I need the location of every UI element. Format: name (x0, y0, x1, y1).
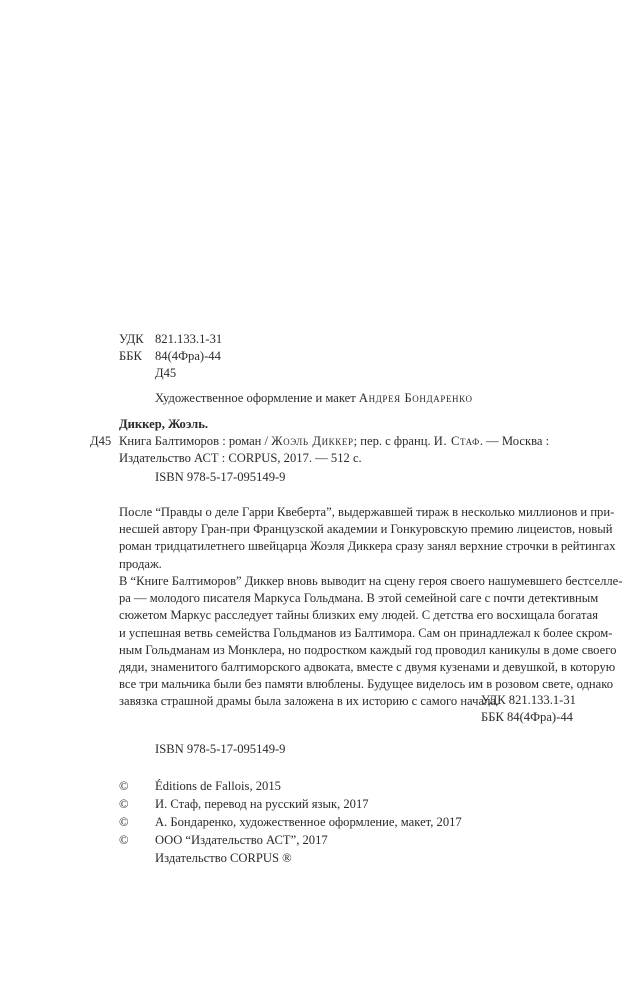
translator-name: И. Стаф (433, 434, 480, 448)
copyright-line (119, 850, 292, 867)
translation-note: ; пер. с франц. (353, 434, 434, 448)
design-credit (155, 390, 473, 407)
record-line-2: Издательство АСТ : CORPUS, 2017. — 512 с. (119, 451, 362, 465)
bbk-right: ББК 84(4Фра)-44 (481, 710, 573, 724)
copyright-text: Éditions de Fallois, 2015 (155, 779, 281, 793)
copyright-text: А. Бондаренко, художественное оформление, макет, 2017 (155, 815, 462, 829)
annotation-line: несшей автору Гран-при Французской академии и Гонкуровскую премию лицеистов, новый (119, 522, 613, 537)
bbk-value: 84(4Фра)-44 (155, 349, 221, 363)
record-isbn: ISBN 978-5-17-095149-9 (155, 470, 286, 484)
record-heading: Диккер, Жоэль. (119, 417, 209, 431)
copyright-line (119, 814, 462, 831)
record-line-1 (119, 433, 549, 450)
udk-value: 821.133.1-31 (155, 332, 223, 346)
udk-label: УДК (119, 332, 144, 346)
designer-name: Андрея Бондаренко (358, 391, 473, 405)
annotation-line: и успешная ветвь семейства Гольдманов из Балтимора. Сам он принадлежал к более скром- (119, 625, 613, 640)
title-text: Книга Балтиморов : роман / (119, 434, 272, 448)
design-credit-prefix: Художественное оформление и макет (155, 391, 356, 405)
copyright-text: И. Стаф, перевод на русский язык, 2017 (155, 797, 369, 811)
author-mark: Д45 (155, 366, 177, 380)
annotation-line: продаж. (119, 556, 162, 571)
annotation-line: дяди, знаменитого балтиморского адвоката, вместе с двумя кузенами и девушкой, в которую (119, 660, 616, 675)
annotation-line: После “Правды о деле Гарри Квеберта”, выдержавшей тираж в несколько миллионов и при- (119, 505, 615, 519)
publication-place: . — Москва : (479, 434, 550, 448)
author-name: Жоэль Диккер (271, 434, 354, 448)
annotation-line: ра — молодого писателя Маркуса Гольдмана. В этой семейной саге с почти детективным (119, 591, 599, 606)
annotation-paragraph-1 (119, 504, 616, 573)
bbk-label: ББК (119, 349, 142, 363)
copyright-line (119, 778, 281, 795)
copyright-text: Издательство CORPUS ® (155, 851, 292, 865)
copyright-line (119, 796, 369, 813)
copyright-symbol: © (119, 797, 129, 811)
copyright-isbn: ISBN 978-5-17-095149-9 (155, 742, 286, 756)
record-margin-mark: Д45 (90, 434, 112, 448)
copyright-text: ООО “Издательство АСТ”, 2017 (155, 833, 328, 847)
annotation-line: В “Книге Балтиморов” Диккер вновь выводит на сцену героя своего нашумевшего бестселле- (119, 574, 623, 588)
copyright-symbol: © (119, 833, 129, 847)
annotation-line: сюжетом Маркус расследует тайны близких ему людей. С детства его восхищала богатая (119, 608, 598, 623)
annotation-line: все три мальчика были без памяти влюблены. Будущее виделось им в розовом свете, однако (119, 677, 614, 692)
annotation-line: завязка страшной драмы была заложена в их историю с самого начала. (119, 694, 500, 709)
copyright-symbol: © (119, 815, 129, 829)
annotation-line: ным Гольдманам из Монклера, но подростком каждый год проводил каникулы в доме своего (119, 642, 617, 657)
annotation-paragraph-2 (119, 573, 623, 711)
annotation-line: роман тридцатилетнего швейцарца Жоэля Диккера сразу занял верхние строчки в рейтингах (119, 539, 616, 554)
copyright-symbol: © (119, 779, 129, 793)
udk-right: УДК 821.133.1-31 (481, 693, 576, 707)
copyright-line (119, 832, 328, 849)
